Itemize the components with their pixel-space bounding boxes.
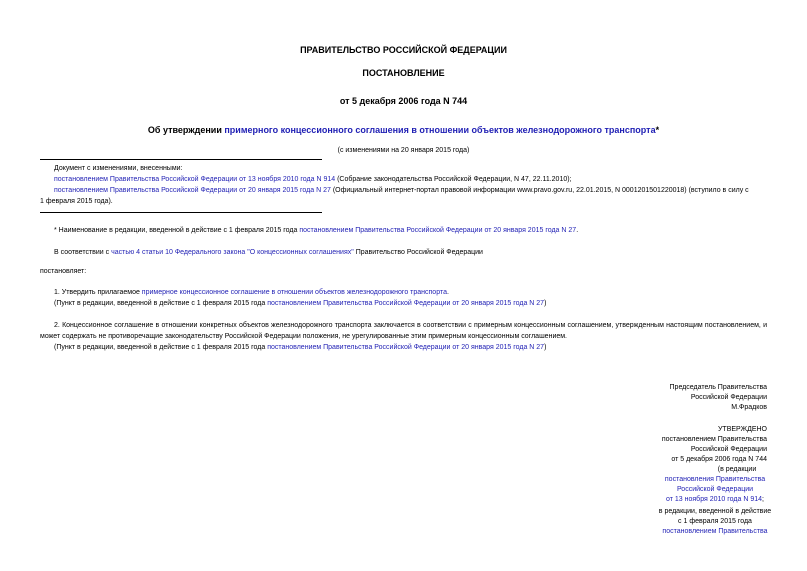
item-2-note-end: ) [544, 344, 547, 351]
approved-link-4[interactable]: постановлением Правительства [662, 528, 768, 535]
change-item-2-link[interactable]: постановлением Правительства Российской Федерации от 20 января 2015 года N 27 [54, 187, 331, 194]
footnote-link[interactable]: постановлением Правительства Российской Федерации от 20 января 2015 года N 27 [299, 227, 577, 234]
preamble [54, 247, 483, 258]
item-1-note-end: ) [544, 300, 547, 307]
approved-link-3-row [640, 495, 790, 505]
signature-name: М.Фрадков [731, 404, 767, 411]
change-item-2 [54, 185, 749, 196]
approved-link-2[interactable]: Российской Федерации [676, 486, 754, 493]
government-heading: ПРАВИТЕЛЬСТВО РОССИЙСКОЙ ФЕДЕРАЦИИ [300, 45, 507, 55]
approved-line-4: (в редакции [717, 466, 757, 473]
document-type: ПОСТАНОВЛЕНИЕ [362, 68, 445, 78]
item-1-prefix: 1. Утвердить прилагаемое [54, 289, 142, 296]
changes-intro: Документ с изменениями, внесенными: [54, 165, 183, 172]
approved-line-2: Российской Федерации [690, 446, 767, 453]
item-2-note-link[interactable]: постановлением Правительства Российской Федерации от 20 января 2015 года N 27 [267, 344, 545, 351]
approved-link-3-end: ; [762, 496, 764, 503]
item-1-note-prefix: (Пункт в редакции, введенной в действие с 1 февраля 2015 года [54, 300, 268, 307]
approved-line-8: в редакции, введенной в действие [658, 508, 772, 515]
item-1-note [54, 298, 546, 309]
approved-line-1: постановлением Правительства [661, 436, 767, 443]
item-1-note-link[interactable]: постановлением Правительства Российской Федерации от 20 января 2015 года N 27 [267, 300, 545, 307]
change-item-2-text: (Официальный интернет-портал правовой информации www.pravo.gov.ru, 22.01.2015, N 0001201501220018) (вступило в силу с [330, 187, 749, 194]
item-1 [54, 287, 449, 298]
title-prefix: Об утверждении [147, 125, 225, 135]
title-footnote-mark: * [655, 125, 660, 135]
preamble-prefix: В соответствии с [54, 249, 112, 256]
title-footnote [54, 225, 578, 236]
change-item-1-text: (Собрание законодательства Российской Федерации, N 47, 22.11.2010); [335, 176, 572, 183]
item-1-end: . [446, 289, 449, 296]
preamble-law-link[interactable]: частью 4 статьи 10 Федерального закона "О концессионных соглашениях" [111, 249, 354, 256]
item-2: 2. Концессионное соглашение в отношении конкретных объектов железнодорожного транспорта заключается в соответствии с примерным концессионным соглашением, утвержденным настоящим постановлением, и может содержать не противоречащие законодательству Российской Федерации положения, не урегулированные этим примерным концессионным соглашением. [40, 322, 767, 340]
approved-title: УТВЕРЖДЕНО [717, 426, 767, 433]
footnote-text: * Наименование в редакции, введенной в действие с 1 февраля 2015 года [54, 227, 300, 234]
change-item-1-link[interactable]: постановлением Правительства Российской Федерации от 13 ноября 2010 года N 914 [54, 176, 336, 183]
approved-line-3: от 5 декабря 2006 года N 744 [671, 456, 767, 463]
decides-label: постановляет: [40, 268, 87, 275]
divider-bottom [40, 212, 322, 213]
change-item-1 [54, 174, 572, 185]
title-link[interactable]: примерного концессионного соглашения в отношении объектов железнодорожного транспорта [224, 125, 656, 135]
item-2-note-prefix: (Пункт в редакции, введенной в действие с 1 февраля 2015 года [54, 344, 268, 351]
item-1-link[interactable]: примерное концессионное соглашение в отношении объектов железнодорожного транспорта [141, 289, 447, 296]
approved-link-1[interactable]: постановления Правительства [664, 476, 766, 483]
approved-link-3[interactable]: от 13 ноября 2010 года N 914 [666, 496, 763, 503]
divider-top [40, 159, 322, 160]
change-item-2-cont: 1 февраля 2015 года). [40, 198, 113, 205]
footnote-end: . [576, 227, 579, 234]
item-2-note [54, 342, 546, 353]
signature-position: Председатель Правительства [669, 384, 767, 391]
revision-note: (с изменениями на 20 января 2015 года) [337, 147, 470, 154]
preamble-suffix: Правительство Российской Федерации [353, 249, 483, 256]
document-date-number: от 5 декабря 2006 года N 744 [339, 96, 468, 106]
document-title [0, 124, 807, 136]
signature-country: Российской Федерации [690, 394, 767, 401]
approved-line-9: с 1 февраля 2015 года [678, 518, 752, 525]
